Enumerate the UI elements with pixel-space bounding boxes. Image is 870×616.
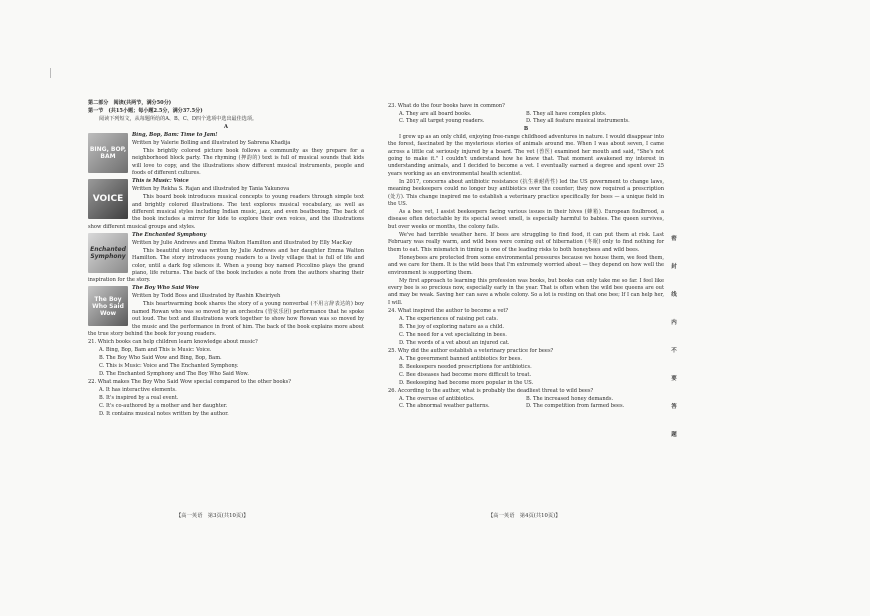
passage-paragraph: In 2017, concerns about antibiotic resistance (抗生素耐药性) led the US government to change laws, meaning beekeepers could no longer buy antibiotics over the counter; they now required a prescription (处方). This change inspired me to establish a veterinary practice specifically for bees — a unique field in the US. xyxy=(388,178,664,208)
options-row xyxy=(388,118,664,125)
book-description: This heartwarming book shares the story of a young nonverbal (不用言辞表达的) boy named Rowan who was so moved by an orchestra (管弦乐团) performance that he spoke out loud. The text and illustrations work together to show how Rowan was so moved by the music and the performance in front of him. The back of the book explains more about the true story behind the book for young readers. xyxy=(88,301,364,338)
seal-char: 密 xyxy=(671,236,677,242)
question-stem: 22. What makes The Boy Who Said Wow special compared to the other books? xyxy=(88,379,291,386)
answer-option: A. Bing, Bop, Bam and This is Music: Voice. xyxy=(99,347,212,354)
book-title: This is Music: Voice xyxy=(132,178,189,185)
book-byline: Written by Julie Andrews and Emma Walton Hamilton and illustrated by Elly MacKay xyxy=(132,239,353,246)
book-entry xyxy=(88,232,364,286)
answer-option: B. They all have complex plots. xyxy=(526,111,607,117)
book-byline: Written by Valerie Bolling and illustrated by Sabrena Khadija xyxy=(132,140,291,146)
section-header: 第二部分 阅读(共两节，满分50分) xyxy=(88,100,172,106)
book-description: This board book introduces musical concepts to young readers through simple text and brightly colored illustrations. The text explores musical vocabulary, as well as different musical styles including Indian music, jazz, and even beatboxing. The back of the book includes a mirror for kide to explore their own voices, and the illustrations show different musical groups and styles. xyxy=(88,194,364,230)
answer-option: C. The need for a vet specializing in bees. xyxy=(399,331,507,338)
answer-option: B. It's inspired by a real event. xyxy=(99,395,179,402)
answer-option: D. The words of a vet about an injured cat. xyxy=(399,339,510,346)
right-column xyxy=(388,103,664,411)
answer-option: A. The government banned antibiotics for bees. xyxy=(399,355,522,362)
question-stem: 24. What inspired the author to become a vet? xyxy=(388,307,509,314)
answer-option: C. They all target young readers. xyxy=(399,118,485,125)
seal-char: 题 xyxy=(671,432,677,438)
book-entry xyxy=(88,178,364,232)
page-mark xyxy=(50,68,51,78)
book-byline: Written by Rekha S. Rajan and illustrated by Tania Yakunova xyxy=(132,186,290,193)
answer-option: C. It's co-authored by a mother and her daughter. xyxy=(99,403,228,410)
options-row xyxy=(388,111,664,118)
book-title: Bing, Bop, Bam: Time to Jam! xyxy=(132,132,218,138)
answer-option: A. The overuse of antibiotics. xyxy=(399,395,475,402)
page-footer-right: 【高一英语 第4页(共10页)】 xyxy=(488,513,561,519)
answer-option: A. The experiences of raising pet cats. xyxy=(399,315,499,322)
seal-char: 不 xyxy=(671,348,677,354)
book-cover-image: Enchanted Symphony xyxy=(88,233,128,273)
answer-option: B. Beekeepers needed prescriptions for antibiotics. xyxy=(399,363,532,370)
book-cover-image: The Boy Who Said Wow xyxy=(88,286,128,326)
passage-label-b: B xyxy=(523,125,529,132)
seal-char: 要 xyxy=(671,376,677,382)
passage-paragraph: I grew up as an only child, enjoying free-range childhood adventures in nature. I would disappear into the forest, fascinated by the mysterious stories of animals around me. When I was about seven, I came across a little cat seriously injured by a board. The vet (兽医) examined her mouth and said, "She's not going to make it." I couldn't understand how he knew that. That moment awakened my interest in understanding animals, and I decided to become a vet. I eventually earned a degree and spent over 25 years working as an environmental health scientist. xyxy=(388,133,664,177)
answer-option: C. This is Music: Voice and The Enchanted Symphony. xyxy=(99,363,239,370)
answer-option: D. The Enchanted Symphony and The Boy Who Said Wow. xyxy=(99,371,249,378)
book-entry xyxy=(88,285,364,339)
passage-label-a: A xyxy=(224,124,228,130)
book-byline: Written by Todd Boss and illustrated by Rashin Kheiriyeh xyxy=(132,293,281,300)
passage-paragraph: As a bee vet, I assist beekeepers facing various issues in their hives (蜂箱). European foulbrood, a disease often detectable by its special sweet smell, is especially harmful to babies. The queen survives, but over weeks or months, the colony fails. xyxy=(388,209,664,230)
answer-option: A. It has interactive elements. xyxy=(99,387,177,394)
page-footer-left: 【高一英语 第3页(共10页)】 xyxy=(176,513,249,519)
book-cover-image: BING, BOP, BAM xyxy=(88,133,128,173)
answer-option: C. The abnormal weather patterns. xyxy=(399,403,490,410)
instruction: 阅读下列短文，从每题所给的A、B、C、D四个选项中选出最佳选项。 xyxy=(99,116,258,122)
book-title: The Boy Who Said Wow xyxy=(132,285,199,292)
question-stem: 21. Which books can help children learn knowledge about music? xyxy=(88,339,258,346)
answer-option: D. The competition from farmed bees. xyxy=(526,403,625,410)
answer-option: C. Bee diseases had become more difficult to treat. xyxy=(399,371,532,378)
seal-char: 内 xyxy=(671,320,677,326)
seal-char: 封 xyxy=(671,264,677,270)
question-stem: 25. Why did the author establish a veterinary practice for bees? xyxy=(388,347,554,354)
answer-option: D. It contains musical notes written by the author. xyxy=(99,411,229,418)
book-entry xyxy=(88,132,364,178)
answer-option: D. Beekeeping had become more popular in the US. xyxy=(399,379,534,386)
book-title: The Enchanted Symphony xyxy=(132,231,207,238)
seal-char: 线 xyxy=(671,292,677,298)
answer-option: B. The Boy Who Said Wow and Bing, Bop, Bam. xyxy=(99,355,222,362)
question-stem: 23. What do the four books have in common? xyxy=(388,103,505,109)
answer-option: B. The increased honey demands. xyxy=(526,395,614,402)
book-description: This brightly colored picture book follows a community as they prepare for a neighborhood block party. The rhyming (押韵的) text is full of musical sounds that kids will love to copy, and the illustrations show different musical instruments, people and foods of different cultures. xyxy=(132,148,364,177)
answer-option: D. They all feature musical instruments. xyxy=(526,118,630,125)
passage-paragraph: Honeybees are protected from some environmental pressures because we house them, we feed them, and we care for them. It is the wild bees that I'm extremely worried about — they depend on how well the environment is supporting them. xyxy=(388,254,664,276)
left-column xyxy=(88,100,364,419)
answer-option: B. The joy of exploring nature as a child. xyxy=(399,323,504,330)
book-description: This beautiful story was written by Julie Andrews and her daughter Emma Walton Hamilton. The story introduces young readers to a lively village that is full of life and color, until a dark fog silences it. When a young boy named Piccolino plays the grand piano, life returns. The back of the book includes a note from the authors sharing their inspiration for the story. xyxy=(88,247,364,284)
subsection-header: 第一节 (共15小题；每小题2.5分，满分37.5分) xyxy=(88,108,203,114)
options-row xyxy=(388,403,664,410)
question-stem: 26. According to the author, what is probably the deadliest threat to wild bees? xyxy=(388,387,594,394)
seal-char: 答 xyxy=(671,404,677,410)
passage-paragraph: My first approach to learning this profession was books, but books can only take me so far. I feel like every bee is so precious now, especially early in the year. That is often when the wild bee queens are out and may be weak. Saving her can save a whole colony. So a lot is resting on that one bee; If I can help her, I will. xyxy=(388,277,664,306)
answer-option: A. They are all board books. xyxy=(399,111,472,117)
book-cover-image: VOICE xyxy=(88,179,128,219)
passage-paragraph: We've had terrible weather here. If bees are struggling to find food, it can put them at risk. Last February was really warm, and wild bees were coming out of hibernation (冬眠) only to find nothing for them to eat. This mismatch in timing is one of the leading risks to both honeybees and wild bees. xyxy=(388,231,664,253)
options-row xyxy=(388,396,664,403)
seal-line-strip xyxy=(669,225,679,449)
